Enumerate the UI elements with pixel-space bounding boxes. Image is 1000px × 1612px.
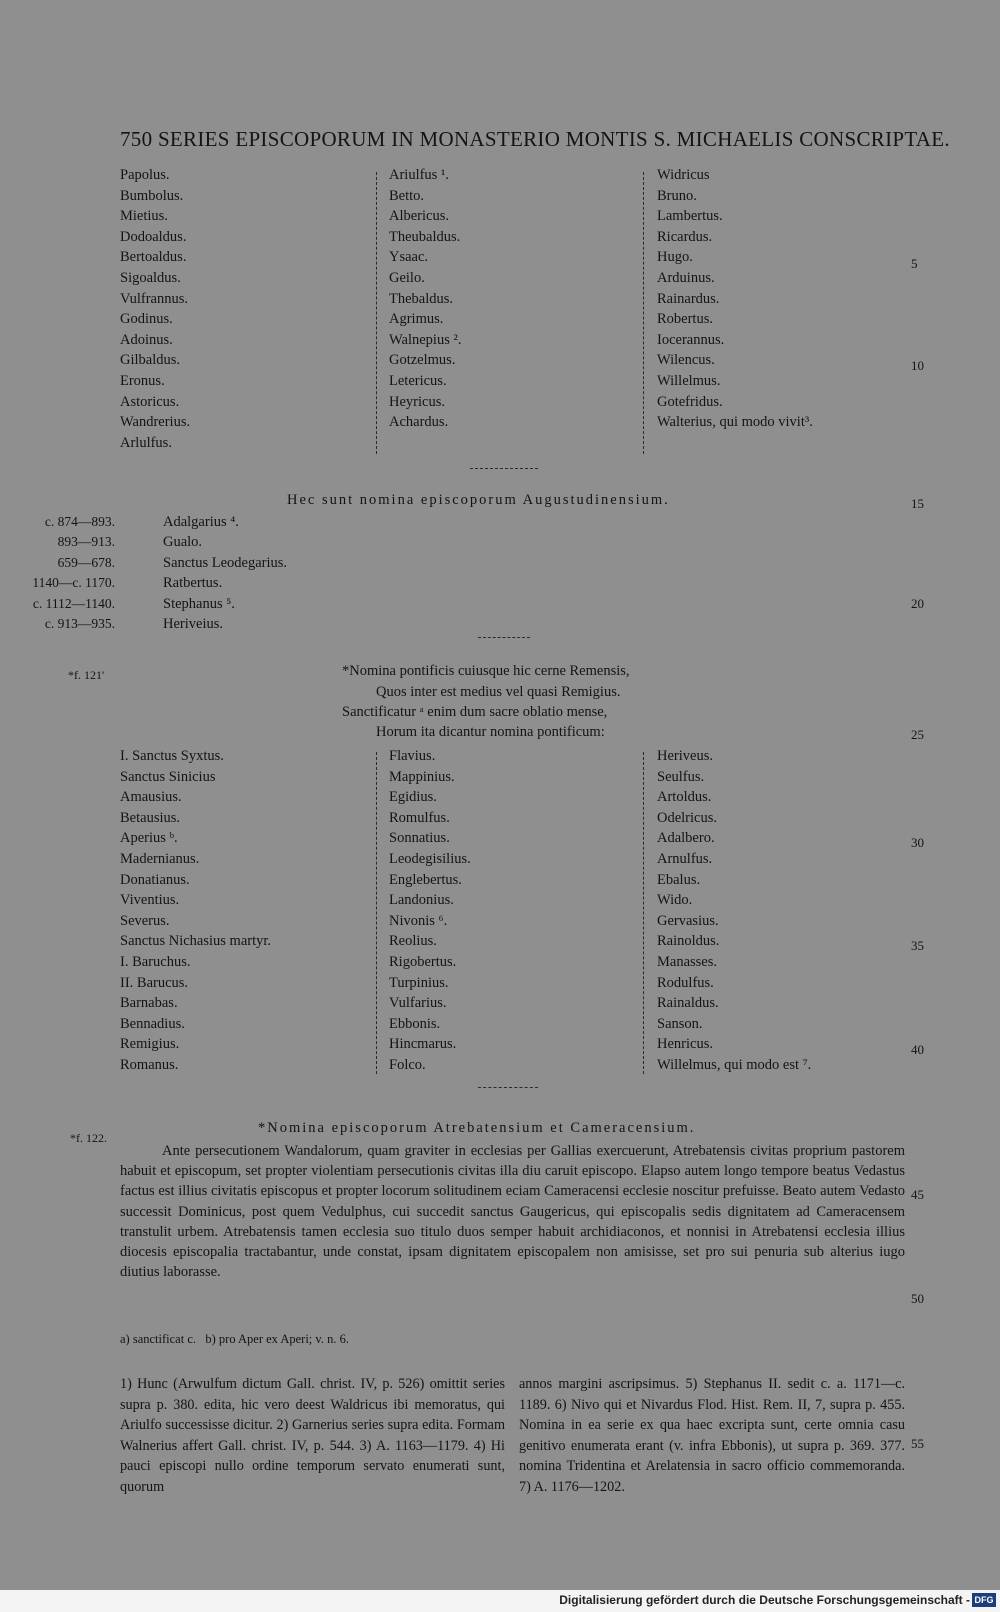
list1-column-1 — [120, 165, 190, 453]
bishop-name: Adalgarius ⁴. — [163, 514, 239, 530]
line-number: 30 — [911, 835, 924, 850]
bishop-name: Betto. — [389, 187, 425, 204]
episcopate-dates: c. 913—935. — [44, 616, 115, 632]
bishop-name: Sanctus Nichasius martyr. — [120, 933, 272, 950]
bishop-name: Bennadius. — [120, 1015, 185, 1032]
bishop-name: Lambertus. — [657, 208, 723, 225]
bishop-name: Amausius. — [120, 789, 182, 806]
separator — [478, 1087, 538, 1088]
bishop-name: I. Baruchus. — [120, 953, 191, 970]
bishop-name: Ebalus. — [657, 871, 701, 888]
remensis-column-3 — [657, 746, 811, 1076]
line-number: 45 — [911, 1187, 924, 1202]
bishop-name: Arduinus. — [657, 269, 715, 286]
bishop-name: Remigius. — [120, 1036, 180, 1053]
bishop-name: Donatianus. — [120, 871, 190, 888]
bishop-name: Madernianus. — [120, 850, 200, 867]
verse-line-3: Sanctificatur ᵃ enim dum sacre oblatio mense, — [342, 704, 608, 720]
bishop-name: Wido. — [657, 892, 693, 909]
episcopate-dates: 659—678. — [57, 554, 115, 570]
bishop-name: Ebbonis. — [389, 1015, 441, 1032]
bishop-name: Egidius. — [389, 789, 437, 806]
bishop-name: Godinus. — [120, 311, 173, 328]
bishop-name: Aperius ᵇ. — [120, 830, 178, 847]
bishop-name: Sanson. — [657, 1015, 703, 1032]
remensis-column-1 — [120, 746, 271, 1076]
bishop-name: Bertoaldus. — [120, 249, 187, 266]
bishop-name: Landonius. — [389, 892, 454, 909]
bishop-name: Bumbolus. — [120, 187, 184, 204]
bishop-name: Ratbertus. — [163, 575, 223, 592]
bishop-name: Reolius. — [389, 933, 437, 950]
line-number: 5 — [911, 256, 918, 271]
date-column — [32, 512, 115, 634]
bishop-name: Papolus. — [120, 167, 170, 183]
bishop-name: Arnulfus. — [657, 850, 713, 867]
bishop-names-augustudinensium — [163, 512, 287, 634]
bishop-name: Robertus. — [657, 311, 713, 328]
line-number: 50 — [911, 1291, 924, 1306]
bishop-name: Achardus. — [389, 414, 449, 431]
bishop-name: Sigoaldus. — [120, 269, 181, 286]
list1-column-2 — [389, 165, 461, 433]
bishop-name: Folco. — [389, 1056, 426, 1073]
bishop-name: Vulfarius. — [389, 995, 447, 1012]
bishop-name: Severus. — [120, 912, 170, 929]
bishop-name: II. Barucus. — [120, 974, 189, 991]
bishop-name: Letericus. — [389, 372, 447, 389]
bishop-name: Adoinus. — [120, 331, 173, 348]
bishop-name: Walterius, qui modo vivit³. — [657, 414, 813, 431]
episcopate-dates: 1140—c. 1170. — [32, 575, 115, 591]
separator — [470, 468, 538, 469]
bishop-name: Dodoaldus. — [120, 228, 187, 245]
bishop-name: Wandrerius. — [120, 414, 191, 431]
bishop-name: Astoricus. — [120, 393, 180, 410]
bishop-name: Mappinius. — [389, 768, 455, 785]
running-header: 750 SERIES EPISCOPORUM IN MONASTERIO MONTIS S. MICHAELIS CONSCRIPTAE. — [120, 127, 950, 151]
section-title-augustudinensium: Hec sunt nomina episcoporum Augustudinensium. — [287, 492, 670, 508]
digitization-footer — [0, 1590, 1000, 1612]
bishop-name: Geilo. — [389, 269, 425, 286]
bishop-name: Gervasius. — [657, 912, 719, 929]
bishop-name: Barnabas. — [120, 995, 178, 1012]
bishop-name: Odelricus. — [657, 809, 717, 826]
column-divider — [376, 752, 377, 1074]
bishop-name: Adalbero. — [657, 830, 715, 847]
bishop-name: Romanus. — [120, 1056, 179, 1073]
column-divider — [376, 172, 377, 454]
bishop-name: Rainardus. — [657, 290, 720, 307]
bishop-name: Rodulfus. — [657, 974, 714, 991]
line-number: 20 — [911, 596, 924, 611]
line-number: 55 — [911, 1436, 924, 1451]
bishop-name: Widricus — [657, 167, 710, 183]
bishop-name: Manasses. — [657, 953, 718, 970]
bishop-name: Mietius. — [120, 208, 168, 225]
bishop-name: Ysaac. — [389, 249, 429, 266]
bishop-name: Gilbaldus. — [120, 352, 181, 369]
line-number: 35 — [911, 938, 924, 953]
episcopate-dates: c. 1112—1140. — [32, 595, 115, 611]
bishop-name: Englebertus. — [389, 871, 462, 888]
bishop-name: Flavius. — [389, 748, 436, 764]
bishop-name: Agrimus. — [389, 311, 444, 328]
bishop-name: Turpinius. — [389, 974, 449, 991]
bishop-name: Heriveus. — [657, 748, 713, 764]
bishop-name: Bruno. — [657, 187, 697, 204]
dfg-logo: DFG — [972, 1593, 996, 1607]
critical-apparatus: a) sanctificat c. b) pro Aper ex Aperi; v. n. 6. — [120, 1332, 349, 1346]
bishop-name: Iocerannus. — [657, 331, 725, 348]
line-number: 25 — [911, 727, 924, 742]
bishop-name: Eronus. — [120, 372, 165, 389]
episcopate-dates: 893—913. — [57, 534, 115, 550]
line-number: 40 — [911, 1042, 924, 1057]
bishop-name: Heriveius. — [163, 616, 223, 633]
bishop-name: Artoldus. — [657, 789, 712, 806]
separator — [478, 637, 530, 638]
bishop-name: Sanctus Sinicius — [120, 768, 216, 785]
bishop-name: Vulfrannus. — [120, 290, 188, 307]
bishop-name: Henricus. — [657, 1036, 713, 1053]
verse-line-2: Quos inter est medius vel quasi Remigius. — [376, 684, 621, 700]
narrative-paragraph: Ante persecutionem Wandalorum, quam graviter in ecclesias per Gallias exercuerunt, Atrebatensis civitas proprium pastorem habuit et episcopum, set propter violentiam persecutionis civitas illa diu caruit episcopo. Elapso autem longo tempore beatus Vedastus factus est illius civitatis episcopus et propter locorum solitudinem eciam Cameracensi ecclesie noscitur prefuisse. Beato autem Vedasto successit Dominicus, post quem Vedulphus, cui succedit sanctus Gaugericus, qui episcopalis sedis dignitatem ad Cameracensem transtulit urbem. Atrebatensis tamen ecclesia suo titulo duos semper habuit archidiaconos, et nonnisi in Atrebatensi ecclesia illius diocesis episcopalia tractabantur, unde constat, ipsam dignitatem episcopalem non amisisse, set pro sui penuria sub alterius iugo diutius laborasse. — [120, 1143, 905, 1281]
bishop-name: Ricardus. — [657, 228, 713, 245]
footnotes-left-column: 1) Hunc (Arwulfum dictum Gall. christ. IV, p. 526) omittit series supra p. 380. edita, hic vero deest Waldricus ibi memoratus, qui Ariulfo successisse dicitur. 2) Garnerius series supra edita. Formam Walnerius affert Gall. christ. IV, p. 544. 3) A. 1163—1179. 4) Hi pauci episcopi nullo ordine temporum servato enumerati sunt, quorum — [120, 1376, 505, 1495]
bishop-name: Albericus. — [389, 208, 449, 225]
bishop-name: Theubaldus. — [389, 228, 461, 245]
remensis-column-2 — [389, 746, 471, 1076]
bishop-name: Betausius. — [120, 809, 181, 826]
bishop-name: Sanctus Leodegarius. — [163, 554, 288, 571]
bishop-name: Leodegisilius. — [389, 850, 471, 867]
footnotes-right-column: annos margini ascripsimus. 5) Stephanus II. sedit c. a. 1171—c. 1189. 6) Nivo qui et Nivardus Flod. Hist. Rem. II, 7, supra p. 455. Nomina in ea serie ex qua haec excripta sunt, certe omnia casu genitivo enumerata erant (v. infra Ebbonis), ut supra p. 369. 377. nomina Tridentina et Arelatensia in sacro officio commemoranda. 7) A. 1176—1202. — [519, 1376, 905, 1495]
bishop-name: Hincmarus. — [389, 1036, 457, 1053]
bishop-name: Willelmus. — [657, 372, 721, 389]
bishop-name: I. Sanctus Syxtus. — [120, 748, 224, 764]
column-divider — [643, 752, 644, 1074]
bishop-name: Viventius. — [120, 892, 180, 909]
verse-line-1: *Nomina pontificis cuiusque hic cerne Remensis, — [342, 663, 630, 679]
line-number: 15 — [911, 496, 924, 511]
bishop-name: Sonnatius. — [389, 830, 450, 847]
bishop-name: Seulfus. — [657, 768, 705, 785]
bishop-name: Nivonis ⁶. — [389, 912, 448, 929]
bishop-name: Rigobertus. — [389, 953, 457, 970]
bishop-name: Ariulfus ¹. — [389, 167, 449, 183]
bishop-name: Rainoldus. — [657, 933, 720, 950]
bishop-name: Wilencus. — [657, 352, 715, 369]
bishop-name: Heyricus. — [389, 393, 445, 410]
bishop-name: Stephanus ⁵. — [163, 595, 235, 612]
bishop-name: Gotefridus. — [657, 393, 723, 410]
bishop-name: Willelmus, qui modo est ⁷. — [657, 1056, 812, 1073]
section-title-atrebatensium: *Nomina episcoporum Atrebatensium et Cameracensium. — [258, 1120, 696, 1136]
line-number: 10 — [911, 358, 924, 373]
verse-line-4: Horum ita dicantur nomina pontificum: — [376, 724, 605, 740]
folio-marginal-121: *f. 121' — [68, 668, 105, 682]
list1-column-3 — [657, 165, 813, 433]
column-divider — [643, 172, 644, 454]
bishop-name: Rainaldus. — [657, 995, 719, 1012]
bishop-name: Walnepius ². — [389, 331, 462, 348]
bishop-name: Arlulfus. — [120, 434, 172, 451]
bishop-name: Gualo. — [163, 534, 203, 551]
bishop-name: Gotzelmus. — [389, 352, 456, 369]
bishop-name: Hugo. — [657, 249, 693, 266]
footer-credit: Digitalisierung gefördert durch die Deutsche Forschungsgemeinschaft - — [559, 1593, 970, 1607]
episcopate-dates: c. 874—893. — [44, 514, 115, 529]
folio-marginal-122: *f. 122. — [70, 1131, 107, 1145]
bishop-name: Romulfus. — [389, 809, 450, 826]
bishop-name: Thebaldus. — [389, 290, 454, 307]
